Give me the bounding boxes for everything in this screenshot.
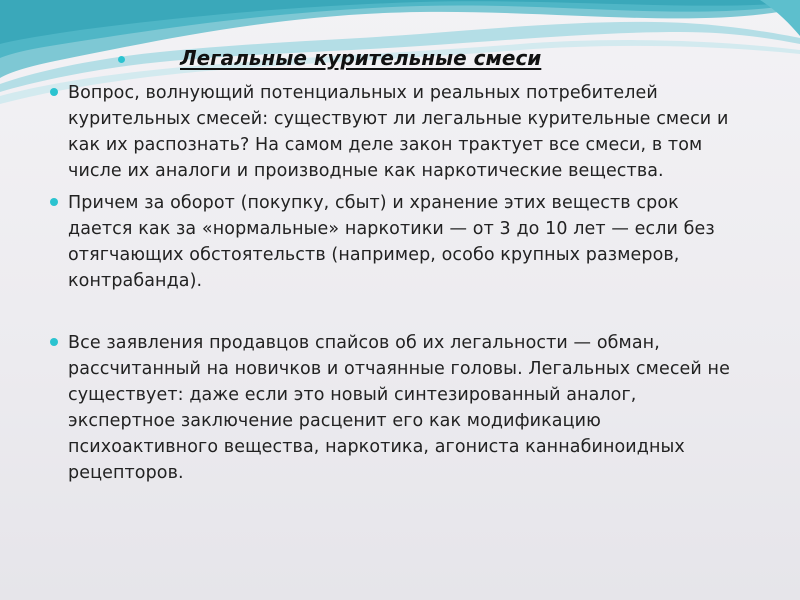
title-bullet-icon	[118, 56, 125, 63]
bullet-icon	[50, 338, 58, 346]
bullet-icon	[50, 198, 58, 206]
paragraph-2-text: Причем за оборот (покупку, сбыт) и хранение этих веществ срок дается как за «нормальные» наркотики — от 3 до 10 лет — если без отягчающих обстоятельств (например, особо крупных размеров, контрабанда).	[68, 193, 715, 291]
paragraph-1	[48, 80, 748, 184]
slide-body	[48, 80, 748, 486]
paragraph-3-text: Все заявления продавцов спайсов об их легальности — обман, рассчитанный на новичков и отчаянные головы. Легальных смесей не существует: даже если это новый синтезированный аналог, экспертное заключение расценит его как модификацию психоактивного вещества, наркотика, агониста каннабиноидных рецепторов.	[68, 333, 730, 483]
paragraph-3	[48, 330, 748, 486]
paragraph-2	[48, 190, 748, 294]
slide-title: Легальные курительные смеси	[180, 46, 542, 70]
paragraph-1-text: Вопрос, волнующий потенциальных и реальных потребителей курительных смесей: существуют ли легальные курительные смеси и как их распознать? На самом деле закон трактует все смеси, в том числе их аналоги и производные как наркотические вещества.	[68, 83, 729, 181]
title-row	[128, 46, 541, 70]
bullet-icon	[50, 88, 58, 96]
